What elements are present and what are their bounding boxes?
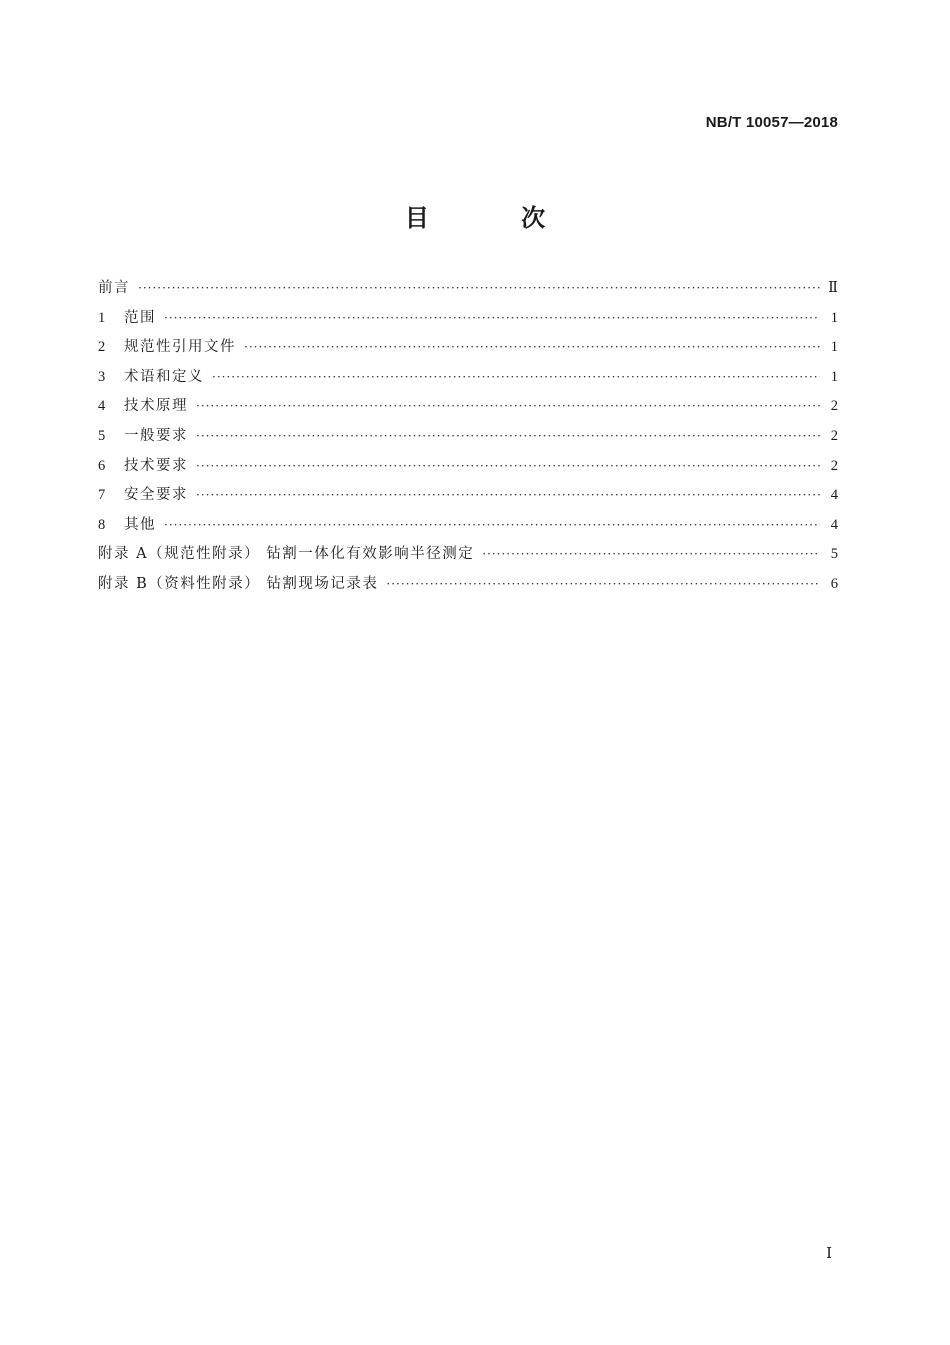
toc-item-safety-requirements[interactable]: [98, 483, 838, 513]
toc-item-number: 7: [98, 487, 107, 504]
toc-item-page: 2: [830, 427, 838, 444]
toc-item-label: 3 术语和定义: [98, 368, 204, 385]
toc-item-page: 2: [830, 398, 838, 415]
toc-leader-dots: [212, 370, 820, 384]
toc-item-page: 6: [830, 575, 838, 592]
toc-leader-dots: [482, 547, 820, 561]
toc-item-label: 2 规范性引用文件: [98, 339, 236, 356]
toc-item-terms-definitions[interactable]: [98, 365, 838, 395]
toc-item-page: 1: [830, 368, 838, 385]
toc-item-label: 附录 B（资料性附录） 钻割现场记录表: [98, 575, 379, 592]
toc-leader-dots: [196, 399, 820, 413]
toc-item-number: 5: [98, 427, 107, 444]
toc-item-number: 4: [98, 398, 107, 415]
toc-item-scope[interactable]: [98, 306, 838, 336]
toc-leader-dots: [164, 518, 820, 532]
toc-leader-dots: [196, 488, 820, 502]
toc-item-technical-principle[interactable]: [98, 394, 838, 424]
toc-item-label: 8 其他: [98, 516, 156, 533]
toc-item-page: 1: [830, 339, 838, 356]
toc-item-label: 5 一般要求: [98, 427, 188, 444]
page-number: Ⅰ: [826, 1246, 832, 1262]
toc-item-page: 4: [830, 516, 838, 533]
toc-item-number: 3: [98, 368, 107, 385]
toc-leader-dots: [386, 577, 820, 591]
toc-item-label: 4 技术原理: [98, 398, 188, 415]
toc-leader-dots: [164, 311, 820, 325]
page-title: 目 次: [404, 204, 588, 232]
toc-item-number: 2: [98, 339, 107, 356]
toc-item-number: 8: [98, 516, 107, 533]
table-of-contents: [98, 276, 838, 602]
toc-leader-dots: [196, 429, 820, 443]
toc-item-label: 附录 A（规范性附录） 钻割一体化有效影响半径测定: [98, 546, 475, 563]
toc-item-number: 6: [98, 457, 107, 474]
toc-item-normative-references[interactable]: [98, 335, 838, 365]
toc-item-page: 2: [830, 457, 838, 474]
toc-item-general-requirements[interactable]: [98, 424, 838, 454]
toc-item-label: 前言: [98, 280, 130, 296]
toc-item-number: 1: [98, 309, 107, 326]
toc-item-label: 6 技术要求: [98, 457, 188, 474]
toc-item-page: Ⅱ: [828, 280, 838, 296]
toc-item-page: 1: [830, 309, 838, 326]
toc-item-other[interactable]: [98, 513, 838, 543]
toc-leader-dots: [196, 459, 820, 473]
toc-item-appendix-b[interactable]: [98, 572, 838, 602]
toc-leader-dots: [244, 340, 820, 354]
toc-leader-dots: [138, 281, 820, 295]
toc-item-technical-requirements[interactable]: [98, 454, 838, 484]
toc-item-label: 7 安全要求: [98, 487, 188, 504]
toc-item-appendix-a[interactable]: [98, 542, 838, 572]
toc-item-label: 1 范围: [98, 309, 156, 326]
toc-item-page: 4: [830, 487, 838, 504]
toc-item-page: 5: [830, 546, 838, 563]
toc-item-foreword[interactable]: [98, 276, 838, 306]
standard-code: NB/T 10057—2018: [705, 114, 838, 131]
